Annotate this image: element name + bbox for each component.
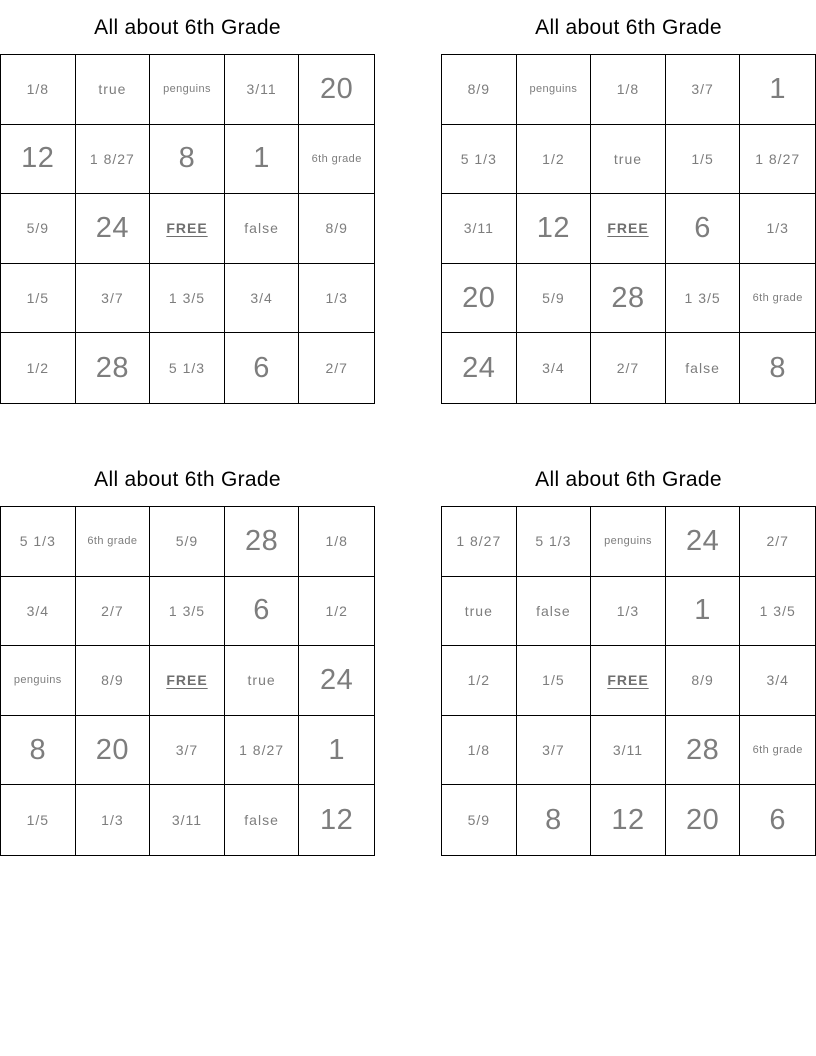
bingo-cell: 1/8 (299, 507, 374, 577)
bingo-cell: 2/7 (740, 507, 815, 577)
bingo-cell: 6 (666, 194, 741, 264)
bingo-card-top-right (441, 13, 816, 404)
free-space-cell: FREE (591, 194, 666, 264)
bingo-cell: 1/5 (1, 785, 76, 855)
bingo-cell: penguins (1, 646, 76, 716)
bingo-card-bottom-right (441, 465, 816, 856)
bingo-cell: 8 (150, 125, 225, 195)
bingo-cell: 1 8/27 (76, 125, 151, 195)
bingo-cell: 5 1/3 (1, 507, 76, 577)
bingo-cell: 1 (740, 55, 815, 125)
bingo-cell: 5/9 (1, 194, 76, 264)
bingo-cell: 24 (299, 646, 374, 716)
bingo-cell: penguins (150, 55, 225, 125)
bingo-cell: 3/4 (517, 333, 592, 403)
bingo-cell: 1 (666, 577, 741, 647)
bingo-cell: 6 (769, 803, 786, 836)
bingo-cell: 1/3 (76, 785, 151, 855)
bingo-cell: 3/11 (591, 716, 666, 786)
bingo-cell: 12 (320, 803, 354, 836)
bingo-cell: 3/4 (225, 264, 300, 334)
bingo-cell: 24 (76, 194, 151, 264)
bingo-cell: 1 (299, 716, 374, 786)
bingo-cell: 1/3 (299, 264, 374, 334)
bingo-cell: 8 (517, 785, 592, 855)
bingo-cell: 6th grade (76, 507, 151, 577)
bingo-card-top-left (0, 13, 375, 404)
bingo-cell: false (666, 333, 741, 403)
bingo-cell: 20 (666, 785, 741, 855)
bingo-cell: 1/5 (666, 125, 741, 195)
bingo-cell: 5 1/3 (150, 333, 225, 403)
bingo-grid (441, 54, 816, 404)
bingo-cell: 6th grade (740, 716, 815, 786)
bingo-cell: true (591, 125, 666, 195)
card-title: All about 6th Grade (535, 468, 722, 491)
bingo-cell: 6 (225, 577, 300, 647)
bingo-cell: 2/7 (76, 577, 151, 647)
bingo-cell: 1/2 (442, 646, 517, 716)
bingo-cell: true (442, 577, 517, 647)
bingo-cell: 5/9 (517, 264, 592, 334)
bingo-cell: 1 3/5 (150, 577, 225, 647)
bingo-cell: 5 1/3 (517, 507, 592, 577)
bingo-grid (0, 506, 375, 856)
bingo-cell: 3/7 (150, 716, 225, 786)
bingo-cell: 1/5 (517, 646, 592, 716)
bingo-cell: 28 (225, 507, 300, 577)
bingo-cell: 8/9 (666, 646, 741, 716)
bingo-cell: 8 (769, 351, 786, 384)
bingo-cell: 20 (76, 716, 151, 786)
bingo-cell: 3/11 (150, 785, 225, 855)
bingo-cell: 1/2 (517, 125, 592, 195)
bingo-cell: 6 (225, 333, 300, 403)
bingo-cell: 1/2 (1, 333, 76, 403)
bingo-cell: 1/3 (740, 194, 815, 264)
card-title: All about 6th Grade (94, 468, 281, 491)
bingo-cell: 1 3/5 (666, 264, 741, 334)
bingo-cell: 1 (225, 125, 300, 195)
bingo-cell: 1/8 (1, 55, 76, 125)
bingo-grid (441, 506, 816, 856)
bingo-cell: 20 (299, 55, 374, 125)
bingo-cell: 1 3/5 (150, 264, 225, 334)
bingo-cell: 1 3/5 (740, 577, 815, 647)
bingo-cell: 2/7 (325, 360, 348, 377)
bingo-cell: 12 (1, 125, 76, 195)
bingo-cell: 24 (442, 333, 517, 403)
bingo-cell: penguins (591, 507, 666, 577)
bingo-cell: 5 1/3 (442, 125, 517, 195)
bingo-cell: 3/4 (1, 577, 76, 647)
bingo-cell: 3/7 (666, 55, 741, 125)
bingo-cell: 1/8 (591, 55, 666, 125)
bingo-cell: 6th grade (299, 125, 374, 195)
bingo-cell: 1/5 (1, 264, 76, 334)
free-space-cell: FREE (591, 646, 666, 716)
card-title: All about 6th Grade (535, 16, 722, 39)
bingo-grid (0, 54, 375, 404)
bingo-cell: false (225, 785, 300, 855)
bingo-cell: 6th grade (740, 264, 815, 334)
bingo-cell: false (225, 194, 300, 264)
bingo-cell: 28 (591, 264, 666, 334)
bingo-cell: 1/8 (442, 716, 517, 786)
bingo-cell: 2/7 (591, 333, 666, 403)
bingo-cell: 3/11 (442, 194, 517, 264)
bingo-cell: 28 (76, 333, 151, 403)
bingo-cell: 12 (591, 785, 666, 855)
bingo-cell: 24 (666, 507, 741, 577)
bingo-cell: true (225, 646, 300, 716)
free-space-cell: FREE (150, 194, 225, 264)
bingo-cell: 1 8/27 (225, 716, 300, 786)
bingo-cell: 5/9 (150, 507, 225, 577)
bingo-cell: 1/2 (299, 577, 374, 647)
bingo-cell: 3/7 (76, 264, 151, 334)
bingo-cell: 8 (1, 716, 76, 786)
bingo-cell: 1/3 (591, 577, 666, 647)
bingo-cell: 12 (517, 194, 592, 264)
bingo-cell: 28 (666, 716, 741, 786)
bingo-cell: 8/9 (442, 55, 517, 125)
bingo-cell: 3/4 (740, 646, 815, 716)
bingo-cell: 1 8/27 (740, 125, 815, 195)
bingo-cell: penguins (517, 55, 592, 125)
bingo-cell: 3/7 (517, 716, 592, 786)
card-title: All about 6th Grade (94, 16, 281, 39)
bingo-cell: 8/9 (76, 646, 151, 716)
bingo-cell: false (517, 577, 592, 647)
free-space-cell: FREE (150, 646, 225, 716)
bingo-cell: 1 8/27 (442, 507, 517, 577)
bingo-cell: 5/9 (442, 785, 517, 855)
bingo-cell: 3/11 (225, 55, 300, 125)
bingo-cell: 20 (442, 264, 517, 334)
bingo-card-bottom-left (0, 465, 375, 856)
bingo-cell: 8/9 (299, 194, 374, 264)
bingo-cell: true (76, 55, 151, 125)
